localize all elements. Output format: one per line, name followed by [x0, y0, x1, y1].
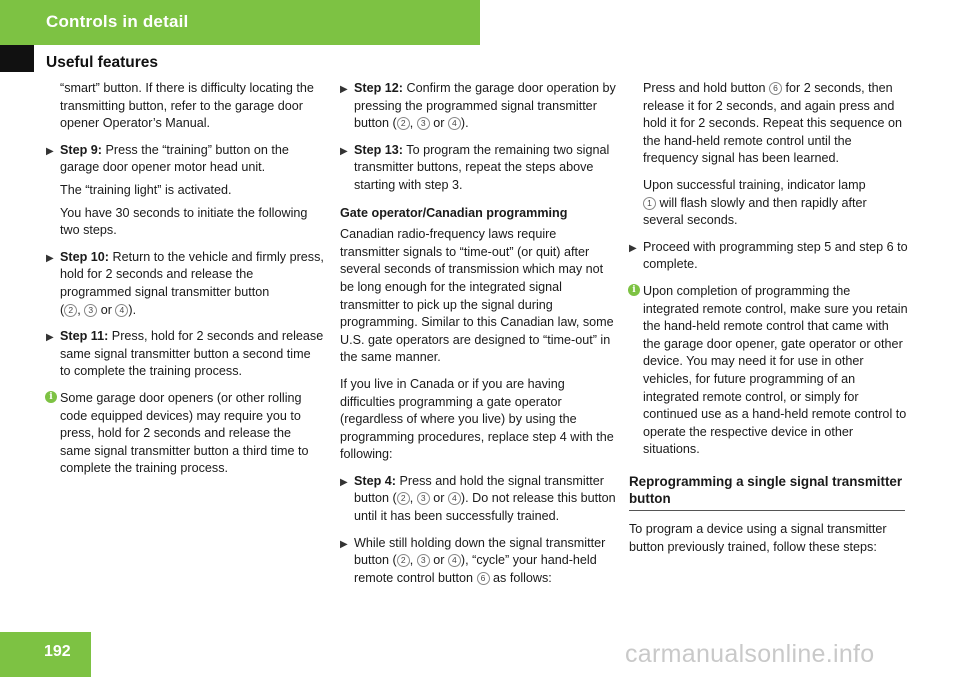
watermark: carmanualsonline.info — [625, 640, 875, 668]
step-label: Step 13: — [354, 142, 403, 157]
button-number-3: 3 — [417, 117, 430, 130]
proceed-step — [629, 239, 909, 274]
step-10: ▶ Step 10: Return to the vehicle and firmly press, hold for 2 seconds and release the programmed signal transmitter button ( 2 , 3 or 4 ). — [46, 249, 324, 317]
step-label: Step 9: — [60, 142, 102, 157]
arrow-icon: ▶ — [46, 252, 54, 264]
gate-heading: Gate operator/Canadian programming — [340, 205, 568, 220]
column-1 — [46, 80, 324, 487]
step-text: Press the “training” button on the garage door opener motor head unit. — [60, 142, 289, 175]
column-2 — [340, 80, 618, 596]
reprogramming-heading: Reprogramming a single signal transmitter button — [629, 473, 905, 511]
button-number-2: 2 — [397, 492, 410, 505]
info-note — [46, 390, 324, 478]
continuation-text: Press and hold button 6 for 2 seconds, then release it for 2 seconds, and again press and hold it for 2 seconds. Repeat this sequence on the hand-held remote control until the frequency signal has been learned. — [643, 81, 903, 166]
button-number-3: 3 — [84, 304, 97, 317]
step-text: Proceed with programming step 5 and step 6 to complete. — [643, 239, 908, 272]
chapter-title: Controls in detail — [46, 12, 189, 31]
button-number-4: 4 — [115, 304, 128, 317]
arrow-icon: ▶ — [340, 538, 348, 550]
gate-paragraph-2: If you live in Canada or if you are having difficulties programming a gate operator (regardless of where you live) by using the programming procedures, replace step 4 with the following: — [340, 376, 614, 462]
arrow-icon: ▶ — [629, 242, 637, 254]
arrow-icon: ▶ — [340, 84, 348, 95]
hold-step: ▶ While still holding down the signal transmitter button ( 2 , 3 or 4 ), “cycle” your hand-held remote control button 6 as follows: — [340, 535, 606, 585]
step-text: Confirm the garage door operation by pressing the programmed signal transmitter button — [354, 81, 616, 131]
arrow-icon: ▶ — [46, 332, 54, 344]
reprogramming-text: To program a device using a signal transmitter button previously trained, follow these steps: — [629, 522, 887, 554]
step-12: ▶ Step 12: Confirm the garage door operation by pressing the programmed signal transmitter button ( 2 , 3 or 4 ). — [340, 81, 616, 131]
section-tab — [0, 45, 34, 72]
column-3 — [629, 80, 909, 565]
button-number-6: 6 — [477, 572, 490, 585]
step-text: To program the remaining two signal transmitter buttons, repeat the steps above starting with step 3. — [354, 142, 610, 192]
step-label: Step 11: — [60, 329, 109, 344]
button-number-2: 2 — [397, 554, 410, 567]
arrow-icon: ▶ — [46, 145, 54, 157]
button-number-3: 3 — [417, 492, 430, 505]
button-number-4: 4 — [448, 117, 461, 130]
step-text: Press and hold the signal transmitter button — [354, 473, 604, 506]
step-label: Step 10: — [60, 249, 109, 264]
info-icon: i — [628, 284, 640, 296]
arrow-icon: ▶ — [340, 476, 348, 488]
step-13 — [340, 142, 618, 195]
note-text: Some garage door openers (or other rolling code equipped devices) may require you to press, hold for 2 seconds and release the same signal transmitter button a third time to complete the training process. — [60, 390, 309, 476]
step-label: Step 4: — [354, 473, 396, 488]
info-note — [629, 283, 909, 459]
button-number-3: 3 — [417, 554, 430, 567]
intro-text: “smart” button. If there is difficulty locating the transmitting button, refer to the garage door opener Operator’s Manual. — [60, 81, 314, 131]
step-label: Step 12: — [354, 81, 403, 95]
button-number-4: 4 — [448, 554, 461, 567]
gate-paragraph-1: Canadian radio-frequency laws require transmitter signals to “time-out” (or quit) after several seconds of transmission which may not be long enough for the integrated signal transmitter to pick up the signal during programming. Similar to this Canadian law, some U.S. gate operators are designed to “time-out” in the same manner. — [340, 227, 614, 365]
button-number-2: 2 — [64, 304, 77, 317]
arrow-icon: ▶ — [340, 145, 348, 157]
step-9 — [46, 142, 324, 240]
step-text: Press, hold for 2 seconds and release same signal transmitter button a second time to complete the training process. — [60, 329, 324, 379]
button-number-2: 2 — [397, 117, 410, 130]
step-11 — [46, 328, 324, 381]
info-icon: i — [45, 391, 57, 403]
success-text: Upon successful training, indicator lamp 1 will flash slowly and then rapidly after several seconds. — [643, 177, 867, 228]
button-number-6: 6 — [769, 82, 782, 95]
step-text: Return to the vehicle and firmly press, hold for 2 seconds and release the programmed signal transmitter button — [60, 249, 324, 299]
page-number: 192 — [44, 643, 71, 660]
note-text: Upon completion of programming the integrated remote control, make sure you retain the hand-held remote control that came with the garage door opener, gate operator or other device. You may need it for use in other vehicles, for future programming of an integrated remote control, or simply for continued use as a hand-held remote control to operate the respective device in other situations. — [643, 283, 908, 457]
button-number-4: 4 — [448, 492, 461, 505]
step-extra: The “training light” is activated. — [60, 182, 232, 197]
step-extra: You have 30 seconds to initiate the following two steps. — [60, 205, 308, 238]
step-text: Do not release this button until it has been successfully trained. — [354, 491, 616, 524]
step-text: “cycle” your hand-held remote control button — [354, 553, 597, 585]
section-heading: Useful features — [46, 54, 158, 71]
step-text: as follows: — [493, 570, 552, 585]
indicator-lamp-number-1: 1 — [643, 197, 656, 210]
step-4-alt: ▶ Step 4: Press and hold the signal transmitter button ( 2 , 3 or 4 ). Do not release this button until it has been successfully trained. — [340, 473, 616, 524]
step-text: While still holding down the signal transmitter button — [354, 535, 606, 568]
